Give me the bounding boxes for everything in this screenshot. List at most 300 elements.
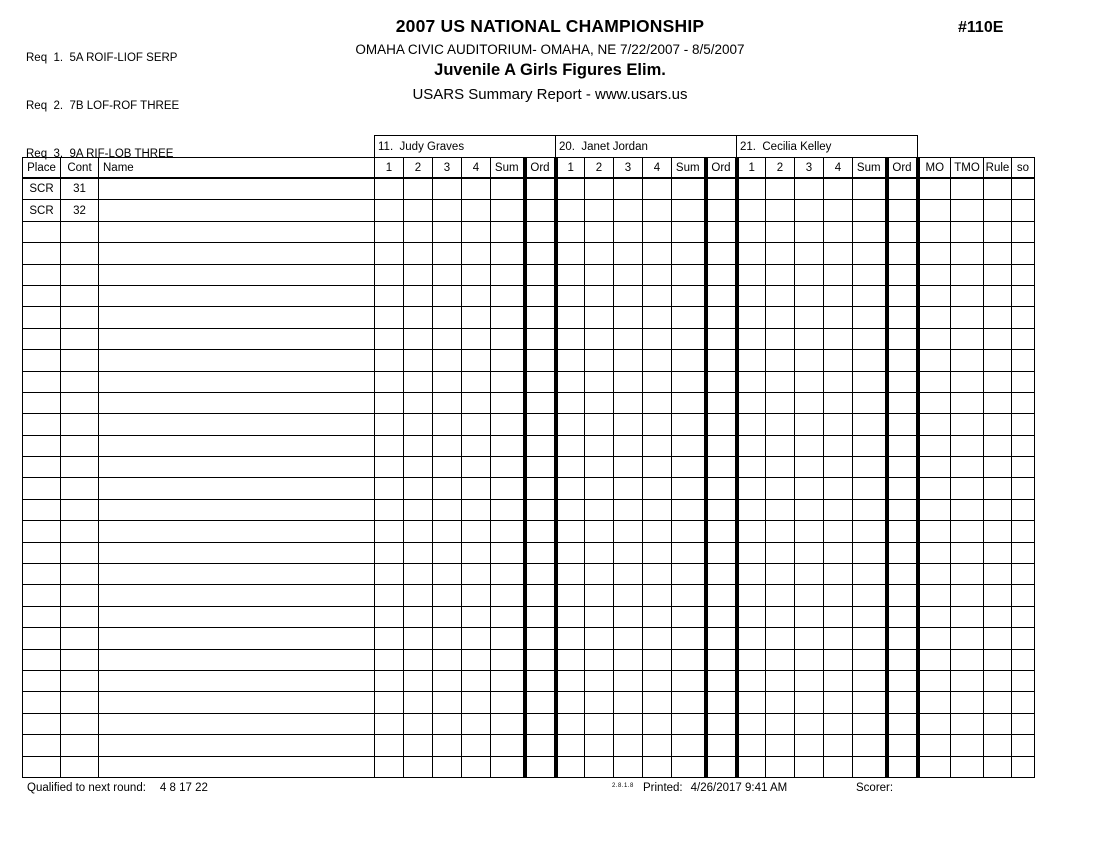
score-cell [614, 371, 643, 392]
score-cell [433, 521, 462, 542]
name-cell [99, 264, 375, 285]
column-header-tmo: TMO [951, 158, 984, 179]
score-cell [614, 628, 643, 649]
name-cell [99, 371, 375, 392]
stat-cell [918, 756, 951, 777]
column-header-judge2-4: 4 [643, 158, 672, 179]
name-cell [99, 457, 375, 478]
score-cell [433, 735, 462, 756]
score-cell [795, 221, 824, 242]
stat-cell [1012, 221, 1035, 242]
score-cell [375, 735, 404, 756]
score-cell [824, 435, 853, 456]
score-cell [462, 606, 491, 627]
score-cell [433, 264, 462, 285]
score-cell [375, 285, 404, 306]
score-cell [433, 435, 462, 456]
score-cell [462, 521, 491, 542]
score-cell [404, 435, 433, 456]
name-cell [99, 670, 375, 691]
score-cell [853, 371, 887, 392]
stat-cell [918, 606, 951, 627]
ord-cell [706, 564, 737, 585]
score-cell [556, 307, 585, 328]
score-cell [404, 371, 433, 392]
score-cell [462, 585, 491, 606]
score-cell [766, 328, 795, 349]
score-cell [824, 564, 853, 585]
table-row [23, 457, 1035, 478]
score-cell [404, 692, 433, 713]
ord-cell [887, 285, 918, 306]
score-cell [491, 178, 525, 200]
score-cell [375, 606, 404, 627]
ord-cell [706, 585, 737, 606]
score-cell [672, 371, 706, 392]
ord-cell [525, 606, 556, 627]
stat-cell [984, 713, 1012, 734]
score-cell [585, 392, 614, 413]
score-cell [766, 392, 795, 413]
ord-cell [706, 221, 737, 242]
score-cell [433, 478, 462, 499]
stat-cell [951, 499, 984, 520]
ord-cell [887, 499, 918, 520]
score-cell [824, 713, 853, 734]
score-cell [433, 200, 462, 221]
table-row [23, 371, 1035, 392]
score-cell [643, 457, 672, 478]
place-cell [23, 735, 61, 756]
score-cell [404, 350, 433, 371]
score-cell [375, 264, 404, 285]
score-cell [824, 285, 853, 306]
cont-cell [61, 649, 99, 670]
score-cell [614, 285, 643, 306]
score-cell [824, 264, 853, 285]
score-cell [766, 735, 795, 756]
ord-cell [887, 521, 918, 542]
score-cell [795, 670, 824, 691]
stat-cell [984, 628, 1012, 649]
score-cell [737, 521, 766, 542]
qualified-values: 4 8 17 22 [159, 782, 208, 794]
score-cell [824, 735, 853, 756]
score-cell [462, 285, 491, 306]
score-cell [556, 328, 585, 349]
place-cell [23, 414, 61, 435]
score-cell [614, 457, 643, 478]
score-cell [614, 606, 643, 627]
score-cell [491, 264, 525, 285]
stat-cell [1012, 649, 1035, 670]
score-cell [375, 350, 404, 371]
score-cell [766, 243, 795, 264]
score-cell [853, 414, 887, 435]
score-cell [853, 350, 887, 371]
score-cell [556, 692, 585, 713]
stat-cell [1012, 243, 1035, 264]
score-cell [824, 670, 853, 691]
score-cell [853, 564, 887, 585]
judge-band-2: 20. Janet Jordan [556, 136, 737, 158]
score-cell [795, 200, 824, 221]
name-cell [99, 564, 375, 585]
judge-band-row [23, 136, 1035, 158]
score-cell [643, 307, 672, 328]
stat-cell [984, 307, 1012, 328]
score-cell [433, 243, 462, 264]
score-cell [737, 307, 766, 328]
stat-cell [918, 585, 951, 606]
stat-cell [1012, 478, 1035, 499]
score-cell [585, 178, 614, 200]
ord-cell [525, 692, 556, 713]
score-cell [672, 414, 706, 435]
stat-cell [984, 478, 1012, 499]
score-cell [462, 542, 491, 563]
stat-cell [951, 649, 984, 670]
score-cell [737, 670, 766, 691]
score-cell [433, 221, 462, 242]
score-cell [737, 564, 766, 585]
ord-cell [887, 606, 918, 627]
table-row [23, 392, 1035, 413]
ord-cell [887, 178, 918, 200]
name-cell [99, 628, 375, 649]
score-cell [433, 499, 462, 520]
stat-cell [918, 542, 951, 563]
place-cell [23, 585, 61, 606]
score-cell [491, 628, 525, 649]
stat-cell [951, 585, 984, 606]
score-cell [375, 649, 404, 670]
score-cell [795, 606, 824, 627]
score-cell [404, 285, 433, 306]
score-cell [491, 564, 525, 585]
ord-cell [887, 392, 918, 413]
score-cell [766, 692, 795, 713]
ord-cell [706, 649, 737, 670]
stat-cell [918, 670, 951, 691]
stat-cell [951, 200, 984, 221]
ord-cell [706, 521, 737, 542]
score-cell [795, 713, 824, 734]
ord-cell [525, 350, 556, 371]
ord-cell [706, 200, 737, 221]
score-cell [824, 457, 853, 478]
score-cell [643, 713, 672, 734]
score-cell [462, 350, 491, 371]
stat-cell [951, 243, 984, 264]
stat-cell [918, 264, 951, 285]
cont-cell [61, 628, 99, 649]
score-cell [643, 670, 672, 691]
score-cell [585, 542, 614, 563]
score-cell [462, 264, 491, 285]
score-cell [795, 350, 824, 371]
score-cell [795, 392, 824, 413]
score-cell [433, 585, 462, 606]
place-cell [23, 350, 61, 371]
score-cell [614, 542, 643, 563]
score-cell [404, 499, 433, 520]
stat-cell [951, 606, 984, 627]
ord-cell [887, 585, 918, 606]
place-cell [23, 243, 61, 264]
score-cell [585, 221, 614, 242]
score-cell [643, 178, 672, 200]
stat-cell [1012, 328, 1035, 349]
judge-band-1: 11. Judy Graves [375, 136, 556, 158]
score-cell [614, 499, 643, 520]
column-header-judge1-3: 3 [433, 158, 462, 179]
stat-cell [951, 371, 984, 392]
score-cell [643, 692, 672, 713]
score-cell [404, 628, 433, 649]
score-cell [795, 307, 824, 328]
score-cell [491, 285, 525, 306]
score-cell [643, 328, 672, 349]
score-cell [433, 350, 462, 371]
score-cell [585, 200, 614, 221]
ord-cell [887, 221, 918, 242]
place-cell [23, 371, 61, 392]
name-cell [99, 478, 375, 499]
cont-cell [61, 692, 99, 713]
ord-cell [525, 585, 556, 606]
stat-cell [1012, 200, 1035, 221]
ord-cell [887, 670, 918, 691]
score-cell [375, 414, 404, 435]
cont-cell [61, 521, 99, 542]
stat-cell [918, 435, 951, 456]
name-cell [99, 307, 375, 328]
ord-cell [887, 350, 918, 371]
score-cell [585, 435, 614, 456]
score-cell [375, 392, 404, 413]
score-cell [614, 350, 643, 371]
ord-cell [525, 457, 556, 478]
score-cell [824, 542, 853, 563]
place-cell [23, 756, 61, 777]
score-cell [375, 307, 404, 328]
stat-cell [951, 478, 984, 499]
score-cell [737, 542, 766, 563]
score-cell [643, 521, 672, 542]
stat-cell [1012, 178, 1035, 200]
score-cell [795, 649, 824, 670]
name-cell [99, 713, 375, 734]
ord-cell [525, 328, 556, 349]
score-cell [556, 649, 585, 670]
stat-cell [984, 350, 1012, 371]
score-cell [643, 735, 672, 756]
score-cell [556, 435, 585, 456]
stat-cell [918, 307, 951, 328]
score-cell [556, 221, 585, 242]
score-cell [766, 307, 795, 328]
stat-cell [918, 350, 951, 371]
score-cell [556, 350, 585, 371]
score-cell [853, 307, 887, 328]
cont-cell [61, 457, 99, 478]
score-cell [766, 350, 795, 371]
cont-cell [61, 243, 99, 264]
ord-cell [525, 221, 556, 242]
score-cell [795, 478, 824, 499]
score-cell [737, 371, 766, 392]
score-cell [766, 628, 795, 649]
cont-cell [61, 478, 99, 499]
ord-cell [706, 414, 737, 435]
score-cell [614, 564, 643, 585]
score-cell [672, 735, 706, 756]
score-cell [585, 692, 614, 713]
score-cell [462, 499, 491, 520]
stat-cell [1012, 307, 1035, 328]
stat-cell [984, 200, 1012, 221]
score-cell [766, 371, 795, 392]
score-cell [556, 585, 585, 606]
score-cell [795, 564, 824, 585]
score-cell [672, 585, 706, 606]
score-cell [433, 307, 462, 328]
stat-cell [918, 478, 951, 499]
qualified-line [27, 782, 208, 794]
stat-cell [951, 328, 984, 349]
table-row [23, 521, 1035, 542]
cont-cell [61, 264, 99, 285]
stat-cell [951, 392, 984, 413]
score-cell [795, 178, 824, 200]
score-cell [614, 756, 643, 777]
score-cell [491, 478, 525, 499]
score-cell [643, 628, 672, 649]
score-cell [375, 521, 404, 542]
ord-cell [706, 606, 737, 627]
score-cell [824, 606, 853, 627]
ord-cell [887, 756, 918, 777]
ord-cell [887, 628, 918, 649]
cont-cell [61, 735, 99, 756]
score-cell [766, 564, 795, 585]
place-cell [23, 542, 61, 563]
score-cell [614, 435, 643, 456]
score-cell [824, 756, 853, 777]
score-cell [556, 756, 585, 777]
score-cell [462, 435, 491, 456]
score-cell [375, 435, 404, 456]
stat-cell [918, 713, 951, 734]
score-cell [824, 178, 853, 200]
requirement-line-3: Req 3. 9A RIF-LOB THREE [26, 148, 174, 160]
ord-cell [525, 499, 556, 520]
score-cell [556, 371, 585, 392]
place-cell [23, 392, 61, 413]
score-cell [462, 692, 491, 713]
score-cell [853, 264, 887, 285]
score-cell [404, 542, 433, 563]
table-row [23, 585, 1035, 606]
score-cell [795, 521, 824, 542]
score-cell [643, 392, 672, 413]
score-cell [462, 478, 491, 499]
stat-cell [1012, 435, 1035, 456]
score-cell [462, 371, 491, 392]
stat-cell [918, 200, 951, 221]
score-cell [853, 328, 887, 349]
score-cell [766, 478, 795, 499]
score-cell [643, 414, 672, 435]
score-cell [375, 328, 404, 349]
score-cell [491, 414, 525, 435]
stat-cell [1012, 264, 1035, 285]
ord-cell [706, 264, 737, 285]
band-spacer-right [918, 136, 1035, 158]
stat-cell [984, 371, 1012, 392]
ord-cell [525, 756, 556, 777]
table-row [23, 285, 1035, 306]
name-cell [99, 585, 375, 606]
stat-cell [951, 670, 984, 691]
ord-cell [706, 628, 737, 649]
ord-cell [525, 521, 556, 542]
name-cell [99, 499, 375, 520]
cont-cell [61, 606, 99, 627]
ord-cell [887, 542, 918, 563]
stat-cell [984, 585, 1012, 606]
score-cell [853, 670, 887, 691]
score-cell [824, 243, 853, 264]
score-cell [375, 457, 404, 478]
score-cell [375, 713, 404, 734]
column-header-judge3-sum: Sum [853, 158, 887, 179]
score-cell [853, 392, 887, 413]
ord-cell [706, 392, 737, 413]
column-header-judge1-ord: Ord [525, 158, 556, 179]
score-cell [853, 628, 887, 649]
score-cell [672, 200, 706, 221]
score-cell [853, 606, 887, 627]
stat-cell [918, 178, 951, 200]
ord-cell [706, 243, 737, 264]
score-cell [556, 499, 585, 520]
score-cell [556, 521, 585, 542]
score-cell [824, 350, 853, 371]
ord-cell [525, 178, 556, 200]
score-cell [672, 564, 706, 585]
score-cell [404, 521, 433, 542]
page-title: 2007 US NATIONAL CHAMPIONSHIP [395, 16, 705, 36]
column-header-judge2-2: 2 [585, 158, 614, 179]
stat-cell [918, 692, 951, 713]
score-cell [404, 243, 433, 264]
score-cell [643, 264, 672, 285]
score-cell [614, 307, 643, 328]
score-cell [491, 243, 525, 264]
table-row [23, 542, 1035, 563]
score-cell [824, 414, 853, 435]
stat-cell [984, 457, 1012, 478]
score-cell [643, 478, 672, 499]
ord-cell [887, 328, 918, 349]
name-cell [99, 200, 375, 221]
stat-cell [984, 756, 1012, 777]
score-cell [404, 478, 433, 499]
place-cell [23, 285, 61, 306]
score-cell [737, 606, 766, 627]
